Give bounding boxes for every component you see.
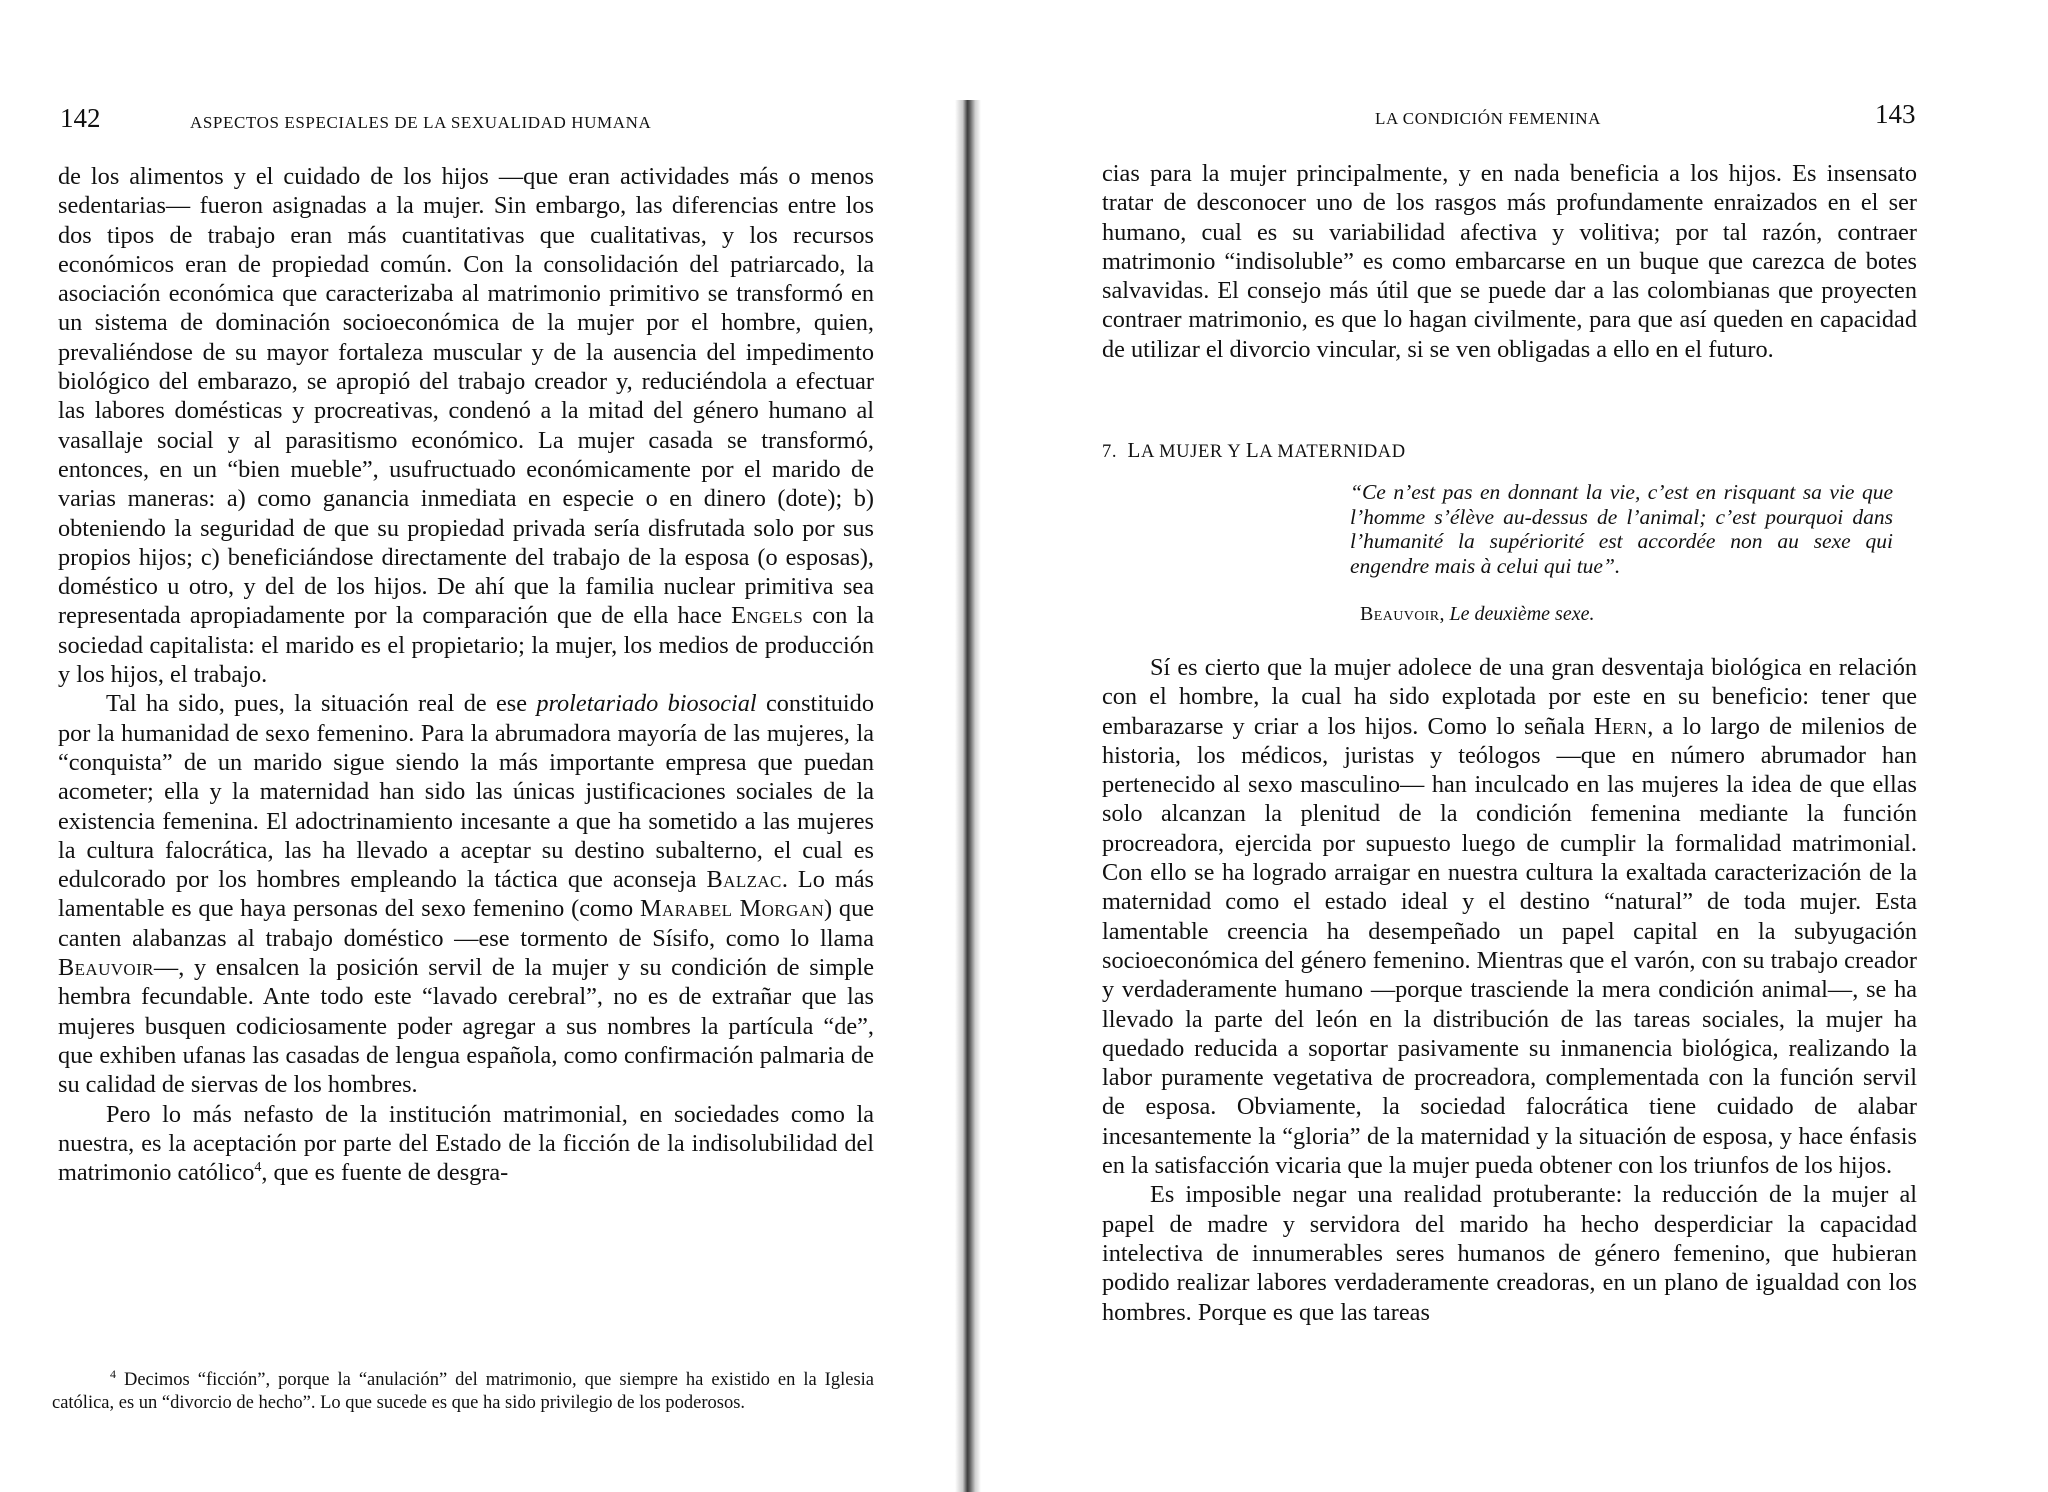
section-number: 7. — [1102, 442, 1118, 462]
section-title-initial: L — [1245, 438, 1260, 462]
paragraph: Es imposible negar una realidad protuberante: la reducción de la mujer al papel de madre y servidora del marido ha hecho desperdiciar la capacidad intelectiva de innumerables seres humanos de género femenino, que hubieran podido realizar labores verdaderamente creadoras, en un plano de igualdad con los hombres. Porque es que las tareas — [1102, 1181, 1917, 1326]
paragraph-text: , que es fuente de desgra- — [261, 1159, 509, 1187]
paragraph-text: constituido por la humanidad de sexo femenino. Para la abrumadora mayoría de las mujeres, la “conquista” de un marido sigue siendo la más importante empresa que puedan acometer; ella y la maternidad han sido las únicas justificaciones sociales de la existencia femenina. El adoctrinamiento incesante a que ha sometido a las mujeres la cultura falocrática, las ha llevado a aceptar su destino subalterno, el cual es edulcorado por los hombres empleando la táctica que aconseja — [58, 690, 874, 894]
section-title-text: A MATERNIDAD — [1259, 442, 1406, 462]
footnote-text — [52, 1363, 874, 1414]
paragraph-text: de los alimentos y el cuidado de los hijos —que eran actividades más o menos sedentarias— fueron asignadas a la mujer. Sin embargo, las diferencias entre los dos tipos de trabajo eran más cuantitativas que cualitativas, y los recursos económicos eran de propiedad común. Con la consolidación del patriarcado, la asociación económica que caracterizaba al matrimonio primitivo se transformó en un sistema de dominación socioeconómica de la mujer por el hombre, quien, prevaliéndose de su mayor fortaleza muscular y de la ausencia del impedimento biológico del embarazo, se apropió del trabajo creador y, reduciéndola a efectuar las labores domésticas y procreativas, condenó a la mitad del género humano al vasallaje social y al parasitismo económico. La mujer casada se transformó, entonces, en un “bien mueble”, usufructuado económicamente por el marido de varias maneras: a) como ganancia inmediata en especie o en dinero (dote); b) obteniendo la seguridad de que su propiedad privada sería disfrutada solo por sus propios hijos; c) beneficiándose directamente del trabajo de la esposa (o esposas), doméstico u otro, y del de los hijos. De ahí que la familia nuclear primitiva sea representada apropiadamente por la comparación que de ella hace — [58, 163, 874, 630]
epigraph-author: Beauvoir — [1360, 603, 1440, 625]
paragraph — [1102, 653, 1917, 1180]
paragraph — [58, 162, 874, 689]
body-text — [1102, 159, 1917, 364]
footnote — [52, 1363, 874, 1414]
page-number: 143 — [1875, 99, 1916, 129]
running-head: LA CONDICIÓN FEMENINA — [1375, 109, 1602, 128]
paragraph-text: Sí es cierto que la mujer adolece de una gran desventaja biológica en relación con el hombre, la cual ha sido explotada por este en su beneficio: tener que embarazarse y criar a los hijos. Como lo señala — [1102, 654, 1917, 740]
footnote-body: Decimos “ficción”, porque la “anulación” del matrimonio, que siempre ha existido en la Iglesia católica, es un “divorcio de hecho”. Lo que sucede es que ha sido privilegio de los poderosos. — [52, 1370, 874, 1413]
footnote-marker: 4 — [110, 1367, 116, 1381]
running-head: ASPECTOS ESPECIALES DE LA SEXUALIDAD HUMANA — [190, 113, 652, 132]
paragraph: cias para la mujer principalmente, y en nada beneficia a los hijos. Es insensato tratar de desconocer uno de los rasgos más profundamente enraizados en el ser humano, cual es su variabilidad afectiva y volitiva; por tal razón, contraer matrimonio “indisoluble” es como embarcarse en un buque que carezca de botes salvavidas. El consejo más útil que se puede dar a las colombianas que proyecten contraer matrimonio, es que lo hagan civilmente, para que así queden en capacidad de utilizar el divorcio vincular, si se ven obligadas a ello en el futuro. — [1102, 160, 1917, 363]
author-name: Engels — [731, 602, 804, 630]
author-name: Beauvoir — [58, 954, 154, 982]
author-name: Marabel Morgan — [639, 895, 825, 923]
page-number: 142 — [60, 103, 101, 133]
paragraph-text: . Lo más lamentable es que haya personas del sexo femenino (como — [58, 866, 874, 923]
body-text — [1102, 653, 1917, 1327]
paragraph-text: con la sociedad capitalista: el marido es el propietario; la mujer, los medios de producción y los hijos, el trabajo. — [58, 602, 875, 689]
paragraph-text: Pero lo más nefasto de la institución matrimonial, en sociedades como la nuestra, es la aceptación por parte del Estado de la ficción de la indisolubilidad del matrimonio católico — [58, 1100, 874, 1187]
epigraph-source: Beauvoir, Le deuxième sexe. — [1360, 603, 1595, 625]
emphasis-text: proletariado biosocial — [536, 690, 757, 718]
body-text — [58, 162, 874, 1187]
section-heading — [1102, 438, 1406, 464]
epigraph-quote: “Ce n’est pas en donnant la vie, c’est en risquant sa vie que l’homme s’élève au-dessus de l’animal; c’est pourquoi dans l’humanité la supériorité est accordée non au sexe qui engendre mais à celui qui tue”. — [1350, 480, 1893, 578]
paragraph-text: Tal ha sido, pues, la situación real de ese — [106, 690, 537, 718]
right-page — [975, 0, 2048, 1492]
paragraph-text: —, y ensalcen la posición servil de la mujer y su condición de simple hembra fecundable. Ante todo este “lavado cerebral”, no es de extrañar que las mujeres busquen codiciosamente poder agregar a sus nombres la partícula “de”, que exhiben ufanas las casadas de lengua española, como confirmación palmaria de su calidad de siervas de los hombres. — [58, 954, 874, 1099]
section-title-initial: L — [1127, 438, 1141, 462]
epigraph-work: Le deuxième sexe. — [1449, 603, 1595, 625]
paragraph-text: , a lo largo de milenios de historia, los médicos, juristas y teólogos —que en número abrumador han pertenecido al sexo masculino— han inculcado en las mujeres la idea de que ellas solo alcanzan la plenitud de la condición femenina mediante la función procreadora, ejercida por supuesto luego de cumplir la formalidad matrimonial. Con ello se ha logrado arraigar en nuestra cultura la exaltada caracterización de la maternidad como el estado ideal y el destino “natural” de toda mujer. Esta lamentable creencia ha desempeñado un papel capital en la subyugación socioeconómica del género femenino. Mientras que el varón, con su trabajo creador y verdaderamente humano —porque trasciende la mera condición animal—, se ha llevado la parte del león en la distribución de las tareas sociales, la mujer ha quedado reducida a soportar pasivamente su inmanencia biológica, realizando la labor puramente vegetativa de procreadora, complementada con la función servil de esposa. Obviamente, la sociedad falocrática tiene cuidado de alabar incesantemente la “gloria” de la maternidad y la situación de esposa, y hace énfasis en la satisfacción vicaria que la mujer pueda obtener con los triunfos de los hijos. — [1102, 712, 1917, 1180]
author-name: Hern — [1594, 712, 1648, 740]
footnote-reference: 4 — [254, 1160, 262, 1175]
paragraph — [58, 689, 874, 1099]
paragraph — [58, 1100, 874, 1188]
author-name: Balzac — [706, 866, 782, 894]
paragraph-text: ) que canten alabanzas al trabajo doméstico —ese tormento de Sísifo, como lo llama — [58, 895, 875, 952]
section-title-text: A MUJER Y — [1140, 442, 1246, 462]
left-page — [0, 0, 960, 1492]
